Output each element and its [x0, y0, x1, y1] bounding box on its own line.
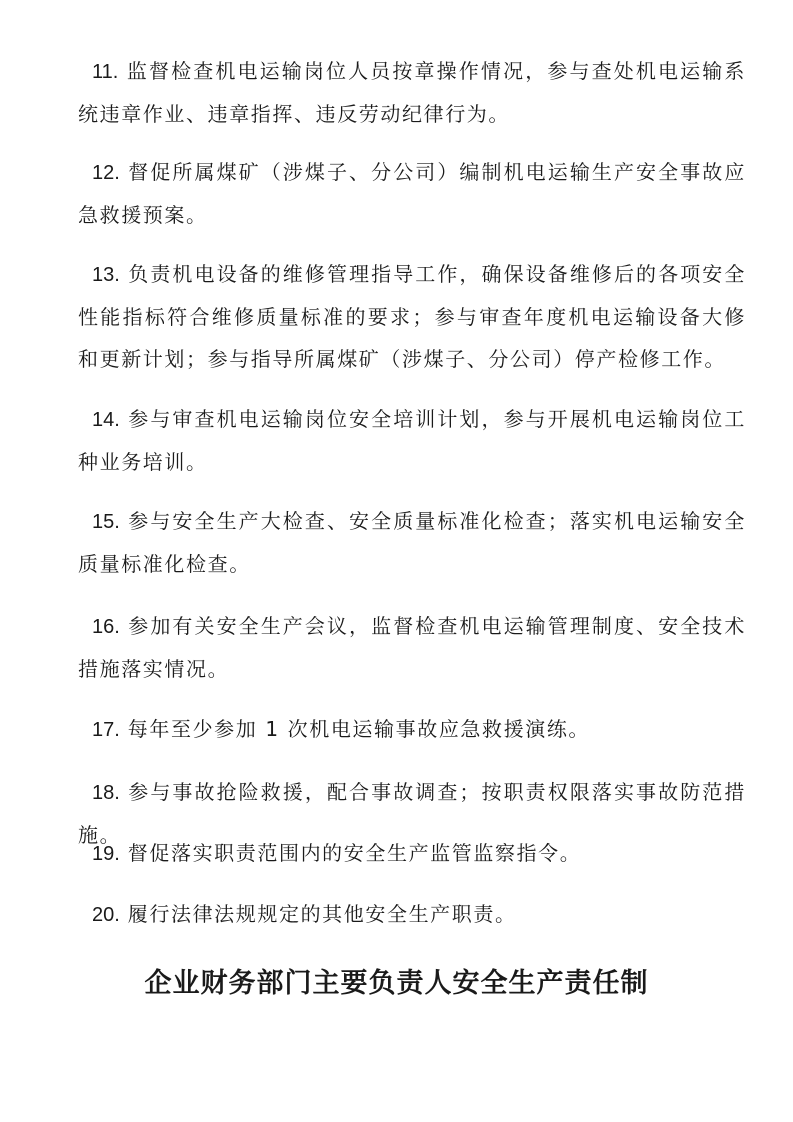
item-number: 13. [92, 264, 120, 286]
section-heading: 企业财务部门主要负责人安全生产责任制 [144, 968, 649, 999]
item-text: 参与安全生产大检查、安全质量标准化检查；落实机电运输安全质量标准化检查。 [78, 509, 746, 576]
item-number: 14. [92, 409, 120, 431]
list-item [78, 500, 746, 585]
list-item [78, 50, 746, 135]
item-text: 负责机电设备的维修管理指导工作，确保设备维修后的各项安全性能指标符合维修质量标准的要求；参与审查年度机电运输设备大修和更新计划；参与指导所属煤矿（涉煤子、分公司）停产检修工作。 [78, 262, 746, 371]
item-text: 参与事故抢险救援，配合事故调查；按职责权限落实事故防范措施。 [78, 780, 746, 847]
item-text: 监督检查机电运输岗位人员按章操作情况，参与查处机电运输系统违章作业、违章指挥、违反劳动纪律行为。 [78, 59, 746, 126]
item-number: 12. [92, 162, 120, 184]
item-number: 11. [92, 61, 119, 83]
item-number: 16. [92, 616, 120, 638]
item-number: 17. [92, 719, 120, 741]
item-text: 每年至少参加 1 次机电运输事故应急救援演练。 [127, 717, 591, 741]
list-item [78, 832, 746, 875]
item-number: 15. [92, 511, 120, 533]
item-text: 参与审查机电运输岗位安全培训计划，参与开展机电运输岗位工种业务培训。 [78, 407, 746, 474]
item-number: 18. [92, 782, 120, 804]
list-item [78, 605, 746, 690]
list-item [78, 398, 746, 483]
list-item [78, 151, 746, 236]
list-item [78, 253, 746, 380]
item-number: 20. [92, 904, 120, 926]
list-item [78, 893, 746, 936]
item-text: 履行法律法规规定的其他安全生产职责。 [127, 902, 517, 926]
item-number: 19. [92, 843, 120, 865]
item-text: 督促所属煤矿（涉煤子、分公司）编制机电运输生产安全事故应急救援预案。 [78, 160, 746, 227]
list-item [78, 708, 746, 751]
item-text: 督促落实职责范围内的安全生产监管监察指令。 [127, 841, 582, 865]
item-text: 参加有关安全生产会议，监督检查机电运输管理制度、安全技术措施落实情况。 [78, 614, 746, 681]
